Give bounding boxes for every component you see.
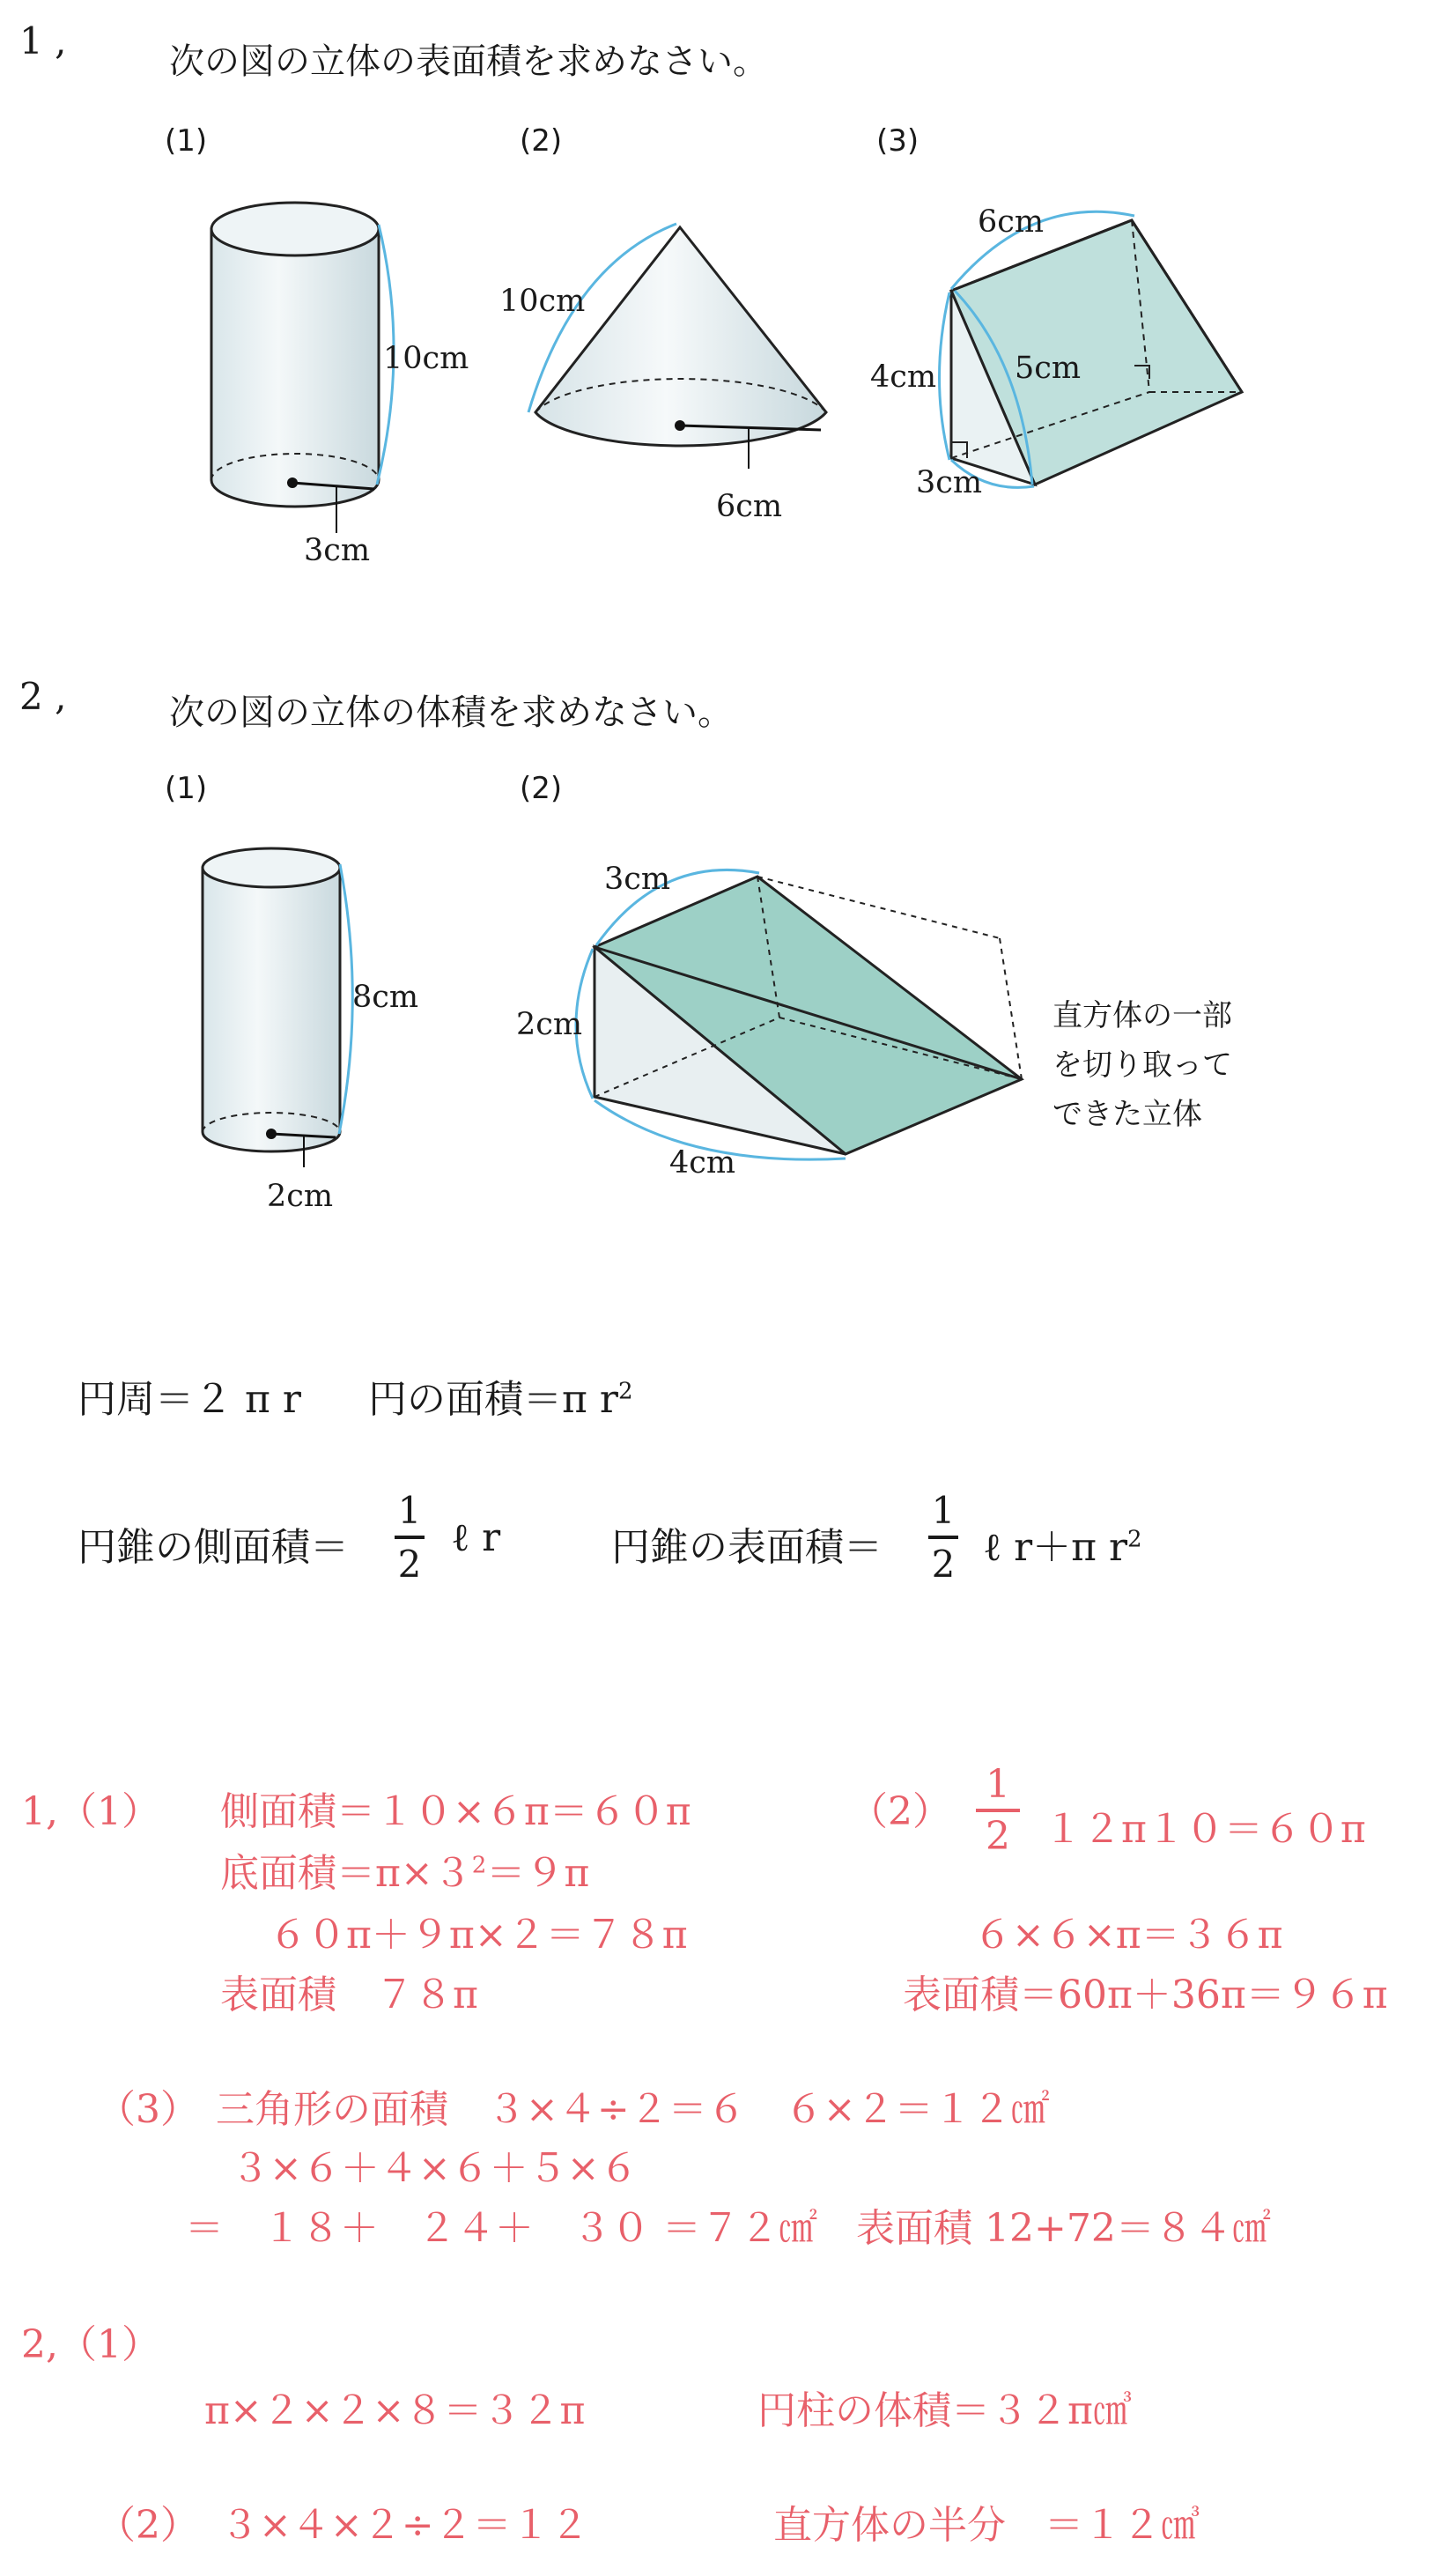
q2-prism-figure	[564, 850, 1039, 1176]
q2-note-line3: できた立体	[1052, 1097, 1202, 1132]
q2-part1-label: (1)	[165, 771, 208, 806]
answer-1-1-line2	[220, 1841, 589, 1898]
answer-1-2-line3: 表面積＝60π＋36π＝９６π	[903, 1973, 1388, 2017]
fraction-denominator: 2	[397, 1543, 422, 1586]
answer-1-3-line3: ＝ １８＋ ２４＋ ３０ ＝７２㎠ 表面積 12+72＝８４㎠	[185, 2206, 1271, 2251]
fraction-denominator: 2	[986, 1814, 1010, 1859]
q1-cone-radius-label: 6cm	[716, 489, 783, 524]
q1-prism-base-label: 3cm	[916, 465, 983, 500]
answer-1-1-line1: 側面積＝１０×６π＝６０π	[220, 1789, 691, 1834]
q1-part2-label: (2)	[520, 123, 563, 159]
q2-cyl-height-label: 8cm	[352, 980, 419, 1015]
fraction-denominator: 2	[931, 1543, 956, 1586]
answer-1-1-line2-text: 底面積＝π×３	[220, 1851, 472, 1896]
q2-prism-height-label: 2cm	[516, 1007, 583, 1042]
fraction-numerator: 1	[986, 1762, 1010, 1807]
answer-1-1-line4: 表面積 ７８π	[220, 1973, 478, 2017]
formula-cone-lateral-fraction	[395, 1489, 425, 1586]
q2-title: 次の図の立体の体積を求めなさい。	[169, 692, 733, 733]
formula-cone-surface-tail	[983, 1515, 1142, 1572]
formula-cone-surface-tail-text: ℓ r＋π r	[983, 1525, 1128, 1570]
answer-1-2-line1: １２π１０＝６０π	[1044, 1807, 1366, 1852]
answer-2-2-line1-b: 直方体の半分 ＝１２㎤	[773, 2503, 1200, 2548]
formula-cone-lateral: 円錐の側面積＝	[78, 1525, 349, 1570]
q1-cone-figure	[493, 211, 846, 511]
q2-prism-bottom-label: 4cm	[669, 1145, 736, 1181]
answer-1-2-line2: ６×６×π＝３６π	[973, 1913, 1283, 1958]
q2-part2-label: (2)	[520, 771, 563, 806]
formula-cone-surface-fraction	[928, 1489, 958, 1586]
q2-note-line2: を切り取って	[1052, 1047, 1232, 1083]
q1-prism-length-label: 6cm	[978, 204, 1045, 240]
q1-cone-slant-label: 10cm	[499, 284, 586, 319]
answer-2-1-line1: π×２×２×８＝３２π	[204, 2388, 586, 2433]
q2-prism-top-label: 3cm	[604, 862, 671, 897]
q2-number: 2 ,	[19, 675, 67, 718]
answer-1-3-line2: ３×６＋４×６＋５×６	[231, 2146, 639, 2191]
q2-cyl-radius-label: 2cm	[267, 1179, 334, 1214]
q1-title: 次の図の立体の表面積を求めなさい。	[169, 41, 768, 82]
answer-1-1-line3: ６０π＋９π×２＝７８π	[269, 1913, 688, 1958]
fraction-numerator: 1	[931, 1489, 956, 1532]
formula-circle-area-text: 円の面積＝π r	[368, 1377, 618, 1422]
answer-2-1-label: 2,（1）	[21, 2322, 160, 2367]
fraction-numerator: 1	[397, 1489, 422, 1532]
formula-circle-area-exp: 2	[617, 1378, 633, 1405]
q1-prism-hyp-label: 5cm	[1015, 351, 1082, 386]
fraction-bar	[976, 1809, 1020, 1812]
formula-cone-surface: 円錐の表面積＝	[611, 1525, 883, 1570]
formula-circle-area	[368, 1367, 632, 1424]
q1-cyl-radius-label: 3cm	[304, 533, 371, 568]
answer-1-1-line2-exp: 2	[471, 1852, 487, 1879]
formula-cone-surface-exp: 2	[1127, 1526, 1142, 1553]
q1-prism-figure	[934, 203, 1251, 502]
q1-cylinder-figure	[176, 176, 405, 564]
q1-part3-label: (3)	[876, 123, 920, 159]
formula-cone-lateral-tail: ℓ r	[451, 1515, 501, 1560]
answer-1-3-label: （3）	[97, 2087, 199, 2132]
answer-1-2-fraction	[976, 1762, 1020, 1859]
q1-prism-height-label: 4cm	[870, 359, 937, 395]
answer-2-1-line1-b: 円柱の体積＝３２π㎤	[757, 2388, 1132, 2433]
q1-cyl-height-label: 10cm	[383, 341, 469, 376]
q1-part1-label: (1)	[165, 123, 208, 159]
q2-note	[1052, 991, 1232, 1139]
formula-circumference: 円周＝２ π r	[78, 1377, 301, 1422]
q2-note-line1: 直方体の一部	[1052, 998, 1232, 1033]
fraction-bar	[395, 1536, 425, 1539]
answer-1-1-label: 1,（1）	[21, 1789, 160, 1834]
answer-1-1-line2-tail: ＝９π	[486, 1851, 590, 1896]
answer-2-2-line1: ３×４×２÷２＝１２	[220, 2503, 589, 2548]
answer-1-2-label: （2）	[849, 1789, 951, 1834]
answer-2-2-label: （2）	[97, 2503, 199, 2548]
answer-1-3-line1: 三角形の面積 ３×４÷２＝６ ６×２＝１２㎠	[216, 2087, 1050, 2132]
fraction-bar	[928, 1536, 958, 1539]
q2-cylinder-figure	[189, 833, 366, 1203]
q1-number: 1 ,	[19, 19, 67, 63]
